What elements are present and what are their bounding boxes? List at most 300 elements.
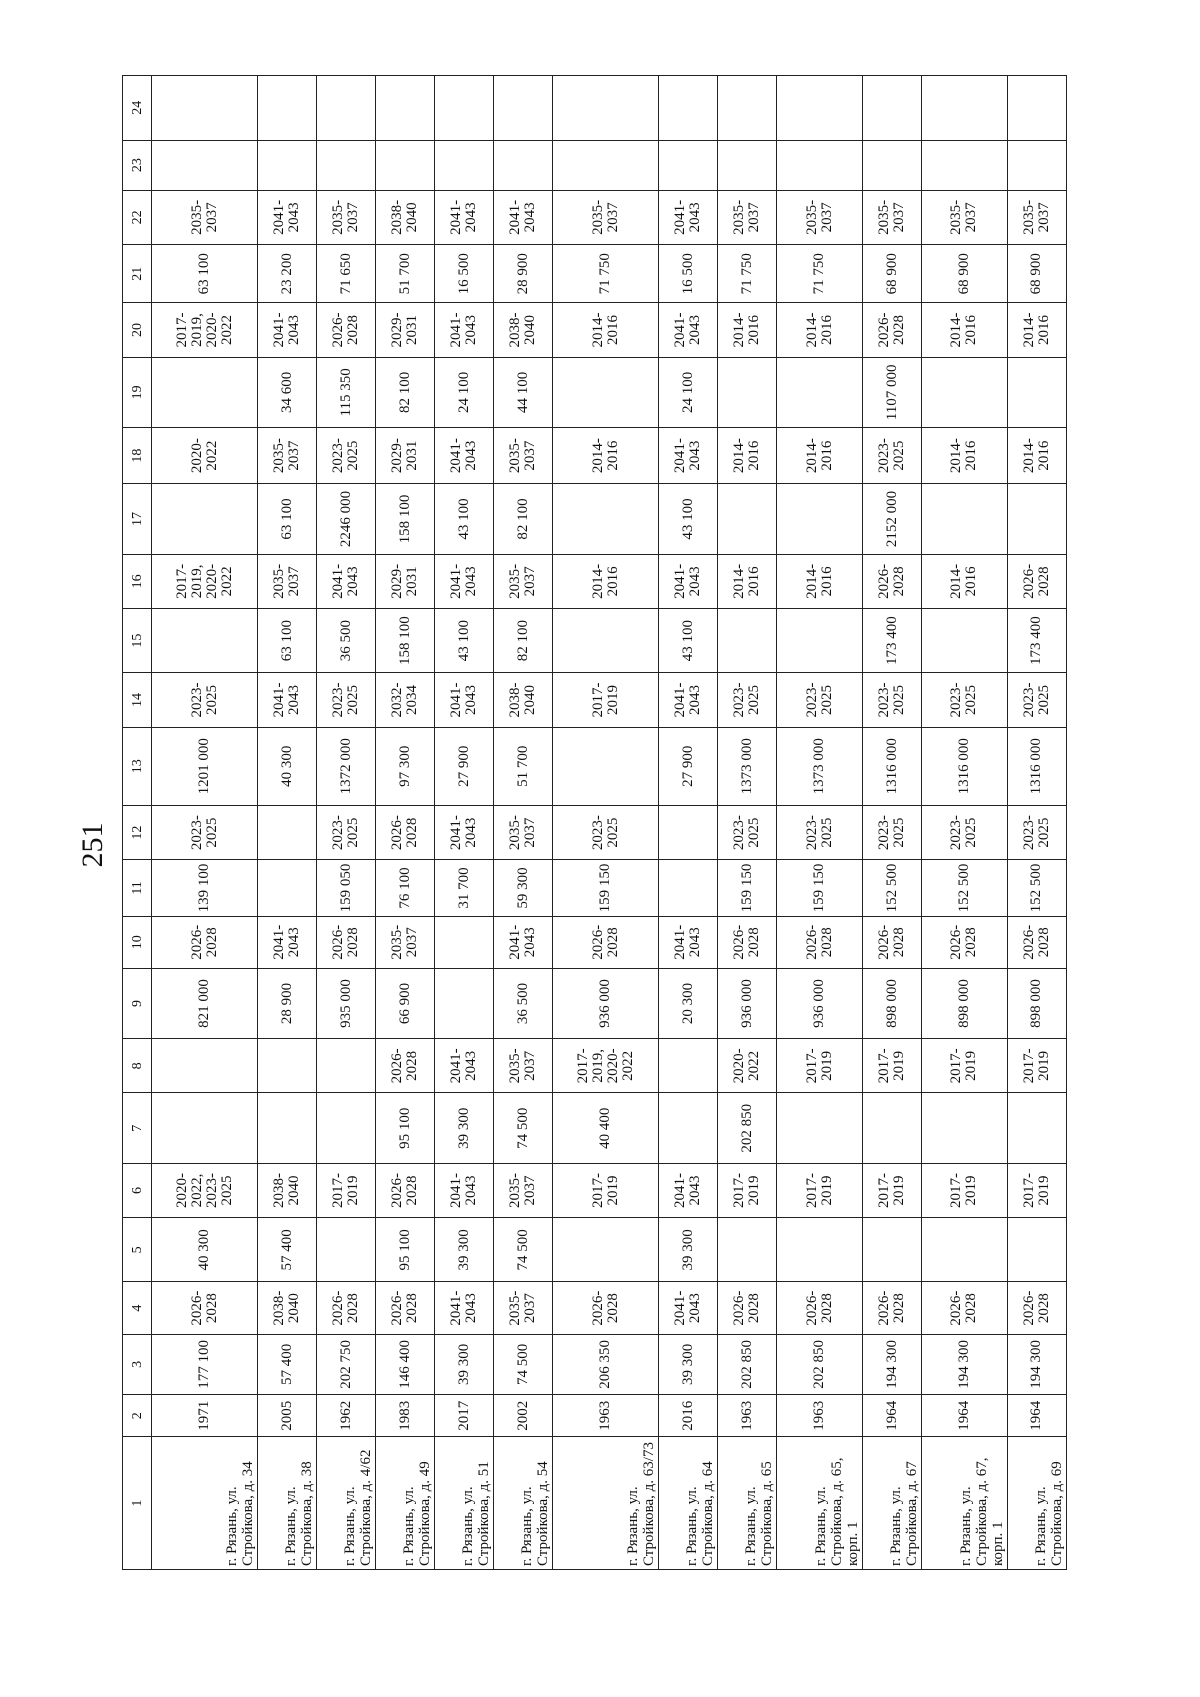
table-cell: 2026- 2028 [1007, 554, 1066, 608]
table-cell: 2026- 2028 [553, 1282, 659, 1334]
table-cell [152, 608, 258, 672]
table-cell [777, 1218, 863, 1282]
table-cell: 2041- 2043 [659, 303, 718, 357]
table-cell: 82 100 [494, 608, 553, 672]
table-cell: 43 100 [435, 608, 494, 672]
table-cell: 2035- 2037 [494, 428, 553, 484]
table-cell: 74 500 [494, 1218, 553, 1282]
table-cell: 2035- 2037 [494, 806, 553, 860]
table-cell: 63 100 [152, 245, 258, 303]
table-cell [152, 140, 258, 190]
table-cell: 2035- 2037 [494, 1039, 553, 1093]
table-cell [553, 484, 659, 554]
table-cell: 2014- 2016 [1007, 428, 1066, 484]
table-cell: 2023- 2025 [718, 806, 777, 860]
table-row [1007, 76, 1066, 1570]
table-cell: 898 000 [922, 968, 1008, 1038]
table-cell: 2035- 2037 [553, 190, 659, 244]
table-cell: 936 000 [553, 968, 659, 1038]
table-cell: 2041- 2043 [659, 190, 718, 244]
year-cell: 2005 [258, 1395, 317, 1437]
year-cell: 2016 [659, 1395, 718, 1437]
table-cell: 2035- 2037 [863, 190, 922, 244]
table-cell [376, 76, 435, 141]
table-cell: 2026- 2028 [1007, 916, 1066, 968]
table-cell: 2014- 2016 [718, 428, 777, 484]
table-cell: 152 500 [863, 860, 922, 916]
table-cell: 68 900 [863, 245, 922, 303]
table-cell: 2041- 2043 [494, 190, 553, 244]
table-cell: 898 000 [863, 968, 922, 1038]
table-cell [659, 76, 718, 141]
table-cell: 159 150 [553, 860, 659, 916]
table-cell: 40 300 [152, 1218, 258, 1282]
table-cell: 39 300 [659, 1334, 718, 1394]
table-cell: 2152 000 [863, 484, 922, 554]
table-row [922, 76, 1008, 1570]
table-cell: 16 500 [659, 245, 718, 303]
table-cell [777, 357, 863, 427]
table-cell: 2020- 2022 [152, 428, 258, 484]
table-cell: 2035- 2037 [258, 428, 317, 484]
column-number-row [123, 76, 152, 1570]
table-cell: 2035- 2037 [494, 1163, 553, 1217]
table-cell: 2026- 2028 [553, 916, 659, 968]
table-cell: 40 300 [258, 727, 317, 805]
table-cell: 2026- 2028 [863, 916, 922, 968]
table-cell: 2026- 2028 [718, 1282, 777, 1334]
table-row [435, 76, 494, 1570]
table-cell: 2026- 2028 [922, 916, 1008, 968]
page-number: 251 [76, 822, 109, 868]
table-cell: 2014- 2016 [553, 428, 659, 484]
table-cell: 2023- 2025 [863, 428, 922, 484]
table-cell [435, 968, 494, 1038]
table-cell: 2026- 2028 [376, 806, 435, 860]
table-cell: 2246 000 [317, 484, 376, 554]
table-cell: 2023- 2025 [922, 673, 1008, 727]
table-cell: 2026- 2028 [863, 1282, 922, 1334]
table-cell: 2035- 2037 [152, 190, 258, 244]
table-cell: 146 400 [376, 1334, 435, 1394]
table-cell: 2023- 2025 [922, 806, 1008, 860]
table-cell: 2023- 2025 [718, 673, 777, 727]
table-cell [1007, 484, 1066, 554]
year-cell: 1962 [317, 1395, 376, 1437]
table-cell: 173 400 [863, 608, 922, 672]
table-cell [494, 76, 553, 141]
table-cell [152, 76, 258, 141]
table-cell [152, 357, 258, 427]
table-cell: 23 200 [258, 245, 317, 303]
table-cell: 43 100 [435, 484, 494, 554]
table-cell [553, 357, 659, 427]
table-cell: 2023- 2025 [1007, 806, 1066, 860]
table-cell: 2023- 2025 [317, 806, 376, 860]
table-cell: 177 100 [152, 1334, 258, 1394]
repair-schedule-table [122, 75, 1067, 1570]
table-cell: 2041- 2043 [317, 554, 376, 608]
table-cell [152, 484, 258, 554]
table-cell: 2017- 2019 [718, 1163, 777, 1217]
address-cell: г. Рязань, ул. Стройкова, д. 51 [435, 1437, 494, 1570]
table-cell: 2035- 2037 [376, 916, 435, 968]
table-cell: 2041- 2043 [659, 916, 718, 968]
column-number-cell: 12 [123, 806, 152, 860]
table-cell: 34 600 [258, 357, 317, 427]
table-cell: 2017- 2019 [777, 1039, 863, 1093]
table-cell: 2014- 2016 [777, 554, 863, 608]
table-cell: 71 750 [777, 245, 863, 303]
table-cell: 2041- 2043 [435, 806, 494, 860]
table-cell: 2035- 2037 [922, 190, 1008, 244]
table-cell: 2029- 2031 [376, 554, 435, 608]
table-cell: 2020- 2022, 2023- 2025 [152, 1163, 258, 1217]
table-cell: 2026- 2028 [376, 1039, 435, 1093]
table-cell: 2023- 2025 [777, 673, 863, 727]
table-cell: 2017- 2019 [553, 673, 659, 727]
table-cell: 36 500 [317, 608, 376, 672]
table-cell [777, 76, 863, 141]
table-cell: 2026- 2028 [777, 1282, 863, 1334]
table-cell [922, 484, 1008, 554]
table-cell: 1373 000 [718, 727, 777, 805]
table-row [659, 76, 718, 1570]
table-cell: 2035- 2037 [718, 190, 777, 244]
table-cell: 2023- 2025 [152, 806, 258, 860]
table-cell [317, 1218, 376, 1282]
table-cell [435, 140, 494, 190]
table-cell: 2023- 2025 [317, 428, 376, 484]
column-number-cell: 5 [123, 1218, 152, 1282]
table-cell: 202 750 [317, 1334, 376, 1394]
table-cell [718, 1218, 777, 1282]
table-cell [777, 1093, 863, 1163]
column-number-cell: 14 [123, 673, 152, 727]
table-cell [258, 1039, 317, 1093]
table-cell [1007, 1218, 1066, 1282]
table-cell: 51 700 [376, 245, 435, 303]
address-cell: г. Рязань, ул. Стройкова, д. 54 [494, 1437, 553, 1570]
table-cell: 206 350 [553, 1334, 659, 1394]
table-cell [863, 140, 922, 190]
table-cell: 24 100 [435, 357, 494, 427]
table-cell: 39 300 [435, 1218, 494, 1282]
column-number-cell: 18 [123, 428, 152, 484]
table-cell: 27 900 [435, 727, 494, 805]
table-cell: 159 050 [317, 860, 376, 916]
table-cell: 158 100 [376, 608, 435, 672]
table-cell: 39 300 [435, 1334, 494, 1394]
column-number-cell: 16 [123, 554, 152, 608]
table-cell: 2017- 2019 [863, 1039, 922, 1093]
table-cell: 31 700 [435, 860, 494, 916]
table-cell [258, 76, 317, 141]
table-cell: 36 500 [494, 968, 553, 1038]
rotated-table-wrapper [122, 75, 1067, 1570]
column-number-cell: 10 [123, 916, 152, 968]
table-cell [777, 608, 863, 672]
table-cell [376, 140, 435, 190]
table-cell [922, 1218, 1008, 1282]
address-cell: г. Рязань, ул. Стройкова, д. 4/62 [317, 1437, 376, 1570]
column-number-cell: 13 [123, 727, 152, 805]
table-cell [922, 140, 1008, 190]
table-cell [922, 357, 1008, 427]
table-cell: 2041- 2043 [659, 428, 718, 484]
table-cell: 2041- 2043 [435, 190, 494, 244]
table-cell: 821 000 [152, 968, 258, 1038]
table-cell [863, 1218, 922, 1282]
address-cell: г. Рязань, ул. Стройкова, д. 38 [258, 1437, 317, 1570]
column-number-cell: 11 [123, 860, 152, 916]
table-cell: 2014- 2016 [922, 303, 1008, 357]
table-cell [863, 1093, 922, 1163]
table-cell: 51 700 [494, 727, 553, 805]
table-cell: 2023- 2025 [1007, 673, 1066, 727]
table-cell: 27 900 [659, 727, 718, 805]
table-cell [1007, 357, 1066, 427]
table-cell: 40 400 [553, 1093, 659, 1163]
table-cell: 2026- 2028 [1007, 1282, 1066, 1334]
table-cell: 2014- 2016 [553, 554, 659, 608]
table-cell [777, 484, 863, 554]
table-cell [553, 76, 659, 141]
table-row [718, 76, 777, 1570]
column-number-cell: 20 [123, 303, 152, 357]
table-cell: 2017- 2019 [922, 1163, 1008, 1217]
table-cell: 59 300 [494, 860, 553, 916]
table-cell: 2029- 2031 [376, 303, 435, 357]
year-cell: 1963 [718, 1395, 777, 1437]
table-cell: 2020- 2022 [718, 1039, 777, 1093]
table-cell: 2026- 2028 [777, 916, 863, 968]
table-cell: 39 300 [659, 1218, 718, 1282]
column-number-cell: 7 [123, 1093, 152, 1163]
table-cell [718, 608, 777, 672]
table-cell: 2017- 2019, 2020- 2022 [152, 554, 258, 608]
year-cell: 1983 [376, 1395, 435, 1437]
table-cell: 28 900 [494, 245, 553, 303]
table-cell [1007, 76, 1066, 141]
table-cell: 2035- 2037 [1007, 190, 1066, 244]
table-cell: 2038- 2040 [494, 673, 553, 727]
table-cell [258, 140, 317, 190]
table-cell: 71 650 [317, 245, 376, 303]
table-cell: 2041- 2043 [435, 554, 494, 608]
table-cell [553, 1218, 659, 1282]
table-cell: 1107 000 [863, 357, 922, 427]
table-cell: 2038- 2040 [376, 190, 435, 244]
table-cell [1007, 140, 1066, 190]
table-cell: 68 900 [922, 245, 1008, 303]
address-cell: г. Рязань, ул. Стройкова, д. 63/73 [553, 1437, 659, 1570]
table-cell: 2041- 2043 [258, 303, 317, 357]
table-cell [659, 140, 718, 190]
table-cell: 158 100 [376, 484, 435, 554]
table-row [376, 76, 435, 1570]
table-cell: 2026- 2028 [152, 916, 258, 968]
year-cell: 1963 [553, 1395, 659, 1437]
table-cell: 2026- 2028 [317, 303, 376, 357]
column-number-cell: 24 [123, 76, 152, 141]
table-cell: 2014- 2016 [553, 303, 659, 357]
table-cell: 1316 000 [1007, 727, 1066, 805]
table-cell: 2026- 2028 [317, 1282, 376, 1334]
table-cell [258, 806, 317, 860]
table-cell: 57 400 [258, 1218, 317, 1282]
column-number-cell: 23 [123, 140, 152, 190]
table-cell: 2026- 2028 [922, 1282, 1008, 1334]
table-cell: 152 500 [922, 860, 1008, 916]
table-cell [659, 860, 718, 916]
table-cell: 43 100 [659, 608, 718, 672]
table-cell: 57 400 [258, 1334, 317, 1394]
table-cell [152, 1093, 258, 1163]
table-cell [922, 1093, 1008, 1163]
table-cell: 194 300 [922, 1334, 1008, 1394]
table-cell: 63 100 [258, 484, 317, 554]
table-cell: 173 400 [1007, 608, 1066, 672]
table-cell [435, 916, 494, 968]
table-cell: 2017- 2019 [553, 1163, 659, 1217]
table-cell: 2035- 2037 [258, 554, 317, 608]
table-cell: 2014- 2016 [718, 554, 777, 608]
address-cell: г. Рязань, ул. Стройкова, д. 65 [718, 1437, 777, 1570]
table-row [863, 76, 922, 1570]
table-cell: 2017- 2019 [1007, 1039, 1066, 1093]
year-cell: 1964 [1007, 1395, 1066, 1437]
table-cell: 2041- 2043 [659, 1282, 718, 1334]
column-number-cell: 3 [123, 1334, 152, 1394]
table-cell [152, 1039, 258, 1093]
table-cell: 2017- 2019 [863, 1163, 922, 1217]
table-cell: 2023- 2025 [777, 806, 863, 860]
table-cell: 2014- 2016 [1007, 303, 1066, 357]
table-cell: 82 100 [494, 484, 553, 554]
table-cell: 44 100 [494, 357, 553, 427]
table-row [777, 76, 863, 1570]
table-cell: 2023- 2025 [863, 673, 922, 727]
table-cell: 2017- 2019 [1007, 1163, 1066, 1217]
table-cell: 2041- 2043 [659, 554, 718, 608]
table-cell: 2035- 2037 [494, 554, 553, 608]
table-cell: 2017- 2019 [922, 1039, 1008, 1093]
table-cell: 1201 000 [152, 727, 258, 805]
table-cell: 66 900 [376, 968, 435, 1038]
table-cell [258, 1093, 317, 1163]
table-cell [317, 1093, 376, 1163]
table-row [494, 76, 553, 1570]
address-cell: г. Рязань, ул. Стройкова, д. 65, корп. 1 [777, 1437, 863, 1570]
column-number-cell: 15 [123, 608, 152, 672]
table-cell [659, 1093, 718, 1163]
table-row [258, 76, 317, 1570]
table-cell [494, 140, 553, 190]
table-cell: 2041- 2043 [435, 303, 494, 357]
table-cell: 2041- 2043 [435, 1039, 494, 1093]
table-cell: 2041- 2043 [435, 428, 494, 484]
year-cell: 2017 [435, 1395, 494, 1437]
table-cell: 2035- 2037 [777, 190, 863, 244]
table-cell: 2035- 2037 [317, 190, 376, 244]
table-cell [863, 76, 922, 141]
table-cell: 202 850 [777, 1334, 863, 1394]
table-row [317, 76, 376, 1570]
year-cell: 2002 [494, 1395, 553, 1437]
table-cell: 24 100 [659, 357, 718, 427]
table-cell [553, 727, 659, 805]
table-cell: 1316 000 [922, 727, 1008, 805]
table-cell: 898 000 [1007, 968, 1066, 1038]
table-cell: 2041- 2043 [258, 916, 317, 968]
column-number-cell: 8 [123, 1039, 152, 1093]
table-cell [718, 357, 777, 427]
table-cell: 43 100 [659, 484, 718, 554]
table-cell [435, 76, 494, 141]
table-cell: 2041- 2043 [435, 1163, 494, 1217]
table-cell: 2023- 2025 [317, 673, 376, 727]
column-number-cell: 6 [123, 1163, 152, 1217]
table-cell: 2014- 2016 [777, 303, 863, 357]
table-cell: 76 100 [376, 860, 435, 916]
column-number-cell: 4 [123, 1282, 152, 1334]
table-cell [718, 76, 777, 141]
table-cell: 936 000 [777, 968, 863, 1038]
table-cell [922, 76, 1008, 141]
table-cell: 2014- 2016 [777, 428, 863, 484]
column-number-cell: 2 [123, 1395, 152, 1437]
table-cell: 2023- 2025 [152, 673, 258, 727]
table-cell [1007, 1093, 1066, 1163]
table-cell: 936 000 [718, 968, 777, 1038]
table-cell: 20 300 [659, 968, 718, 1038]
table-cell [317, 76, 376, 141]
table-cell: 2041- 2043 [435, 673, 494, 727]
table-cell: 63 100 [258, 608, 317, 672]
table-cell: 2017- 2019, 2020- 2022 [152, 303, 258, 357]
table-cell [922, 608, 1008, 672]
year-cell: 1963 [777, 1395, 863, 1437]
table-cell: 74 500 [494, 1093, 553, 1163]
address-cell: г. Рязань, ул. Стройкова, д. 69 [1007, 1437, 1066, 1570]
column-number-cell: 17 [123, 484, 152, 554]
table-cell: 2014- 2016 [922, 554, 1008, 608]
table-cell: 1316 000 [863, 727, 922, 805]
table-cell: 16 500 [435, 245, 494, 303]
table-cell [317, 1039, 376, 1093]
year-cell: 1964 [922, 1395, 1008, 1437]
table-cell: 2026- 2028 [376, 1163, 435, 1217]
table-cell: 1372 000 [317, 727, 376, 805]
table-cell: 97 300 [376, 727, 435, 805]
table-cell: 2038- 2040 [258, 1282, 317, 1334]
address-cell: г. Рязань, ул. Стройкова, д. 67 [863, 1437, 922, 1570]
table-cell: 159 150 [777, 860, 863, 916]
table-cell: 2026- 2028 [718, 916, 777, 968]
table-cell: 71 750 [718, 245, 777, 303]
table-cell: 139 100 [152, 860, 258, 916]
table-cell: 2041- 2043 [258, 673, 317, 727]
column-number-cell: 21 [123, 245, 152, 303]
table-cell: 2041- 2043 [659, 1163, 718, 1217]
table-cell: 28 900 [258, 968, 317, 1038]
table-cell: 2026- 2028 [863, 554, 922, 608]
column-number-cell: 22 [123, 190, 152, 244]
table-cell: 2023- 2025 [863, 806, 922, 860]
address-cell: г. Рязань, ул. Стройкова, д. 34 [152, 1437, 258, 1570]
table-cell: 2017- 2019 [777, 1163, 863, 1217]
